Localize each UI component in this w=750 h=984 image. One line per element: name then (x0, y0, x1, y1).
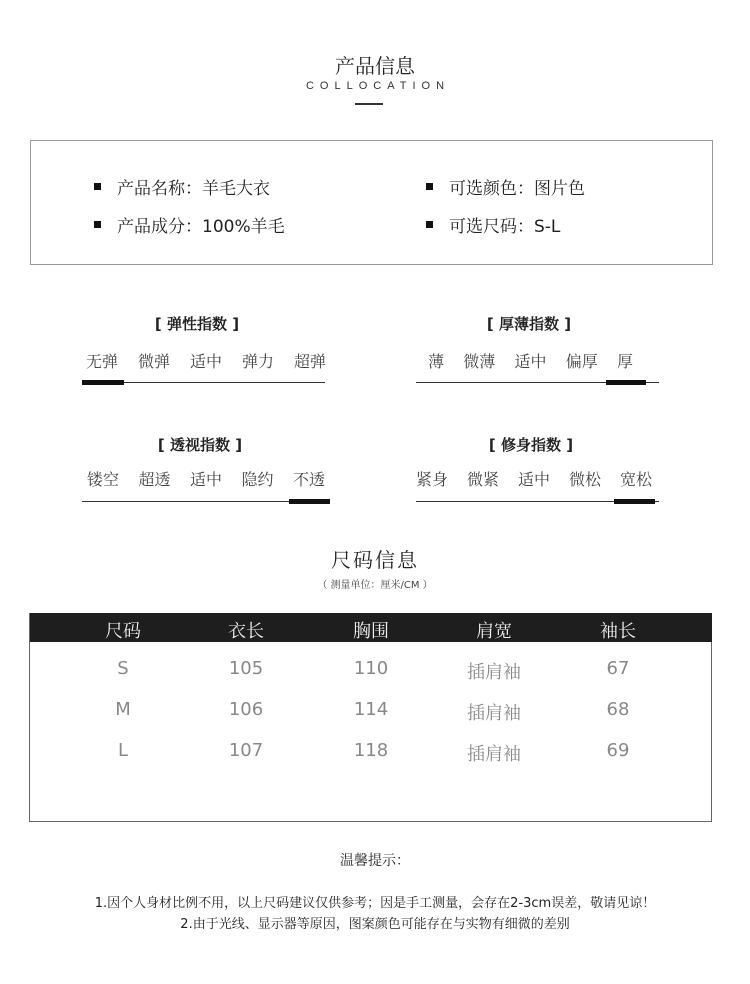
table-cell: 118 (353, 740, 389, 761)
page-title: 产品信息 (335, 54, 415, 78)
table-cell: 106 (228, 699, 264, 720)
table-cell: 67 (606, 658, 630, 679)
page-subtitle: COLLOCATION (305, 80, 451, 92)
elasticity-option: 微弹 (137, 352, 170, 371)
table-cell: 插肩袖 (467, 662, 521, 683)
fit-marker (614, 499, 655, 504)
elasticity-option: 适中 (189, 352, 222, 371)
product-size: 可选尺码：S-L (449, 217, 561, 237)
fit-title: [ 修身指数 ] (488, 436, 574, 454)
table-header-cell: 袖长 (600, 621, 636, 642)
thickness-title: [ 厚薄指数 ] (486, 315, 572, 333)
title-divider (355, 103, 383, 105)
table-cell: S (117, 658, 129, 679)
product-composition: 产品成分：100%羊毛 (117, 217, 285, 237)
product-name-item (94, 174, 270, 199)
fit-option: 宽松 (619, 470, 652, 489)
table-cell: 114 (353, 699, 389, 720)
fit-scale (416, 467, 652, 490)
thickness-option: 适中 (514, 352, 547, 371)
table-header-cell: 肩宽 (476, 621, 512, 642)
product-info-box (30, 140, 713, 265)
thickness-option: 偏厚 (565, 352, 598, 371)
table-cell: 插肩袖 (467, 703, 521, 724)
fit-option: 微紧 (466, 470, 499, 489)
elasticity-title: [ 弹性指数 ] (154, 315, 240, 333)
fit-option: 微松 (568, 470, 601, 489)
tip-line-1: 1.因个人身材比例不用，以上尺码建议仅供参考；因是手工测量，会存在2-3cm误差，敬请见谅！ (94, 896, 656, 911)
product-name: 产品名称：羊毛大衣 (117, 179, 270, 199)
table-cell: M (115, 699, 131, 720)
thickness-scale (428, 349, 633, 372)
transparency-option: 超透 (138, 470, 171, 489)
transparency-option: 隐约 (241, 470, 274, 489)
table-cell: 110 (353, 658, 389, 679)
elasticity-option: 弹力 (241, 352, 274, 371)
fit-option: 紧身 (416, 470, 449, 489)
transparency-option: 不透 (292, 470, 325, 489)
transparency-title: [ 透视指数 ] (157, 436, 243, 454)
product-color-item (426, 174, 585, 199)
size-section-title: 尺码信息 (331, 548, 419, 572)
table-cell: 107 (228, 740, 264, 761)
bullet-icon (426, 183, 433, 190)
bullet-icon (426, 221, 433, 228)
thickness-marker (606, 380, 646, 385)
product-color: 可选颜色：图片色 (449, 179, 585, 199)
transparency-marker (289, 499, 330, 504)
table-cell: 69 (606, 740, 630, 761)
table-header-cell: 衣长 (228, 621, 264, 642)
bullet-icon (94, 183, 101, 190)
elasticity-marker (82, 380, 124, 385)
table-cell: 105 (228, 658, 264, 679)
bullet-icon (94, 221, 101, 228)
size-unit-note: （ 测量单位：厘米/CM ） (317, 580, 433, 591)
thickness-option: 厚 (616, 352, 633, 371)
table-cell: L (117, 740, 129, 761)
table-cell: 插肩袖 (467, 744, 521, 765)
transparency-scale (87, 467, 325, 490)
table-header-cell: 胸围 (353, 621, 389, 642)
thickness-option: 微薄 (463, 352, 496, 371)
product-composition-item (94, 212, 285, 237)
fit-option: 适中 (517, 470, 550, 489)
product-size-item (426, 212, 560, 237)
tips-title: 温馨提示： (340, 853, 410, 869)
transparency-option: 适中 (189, 470, 222, 489)
thickness-option: 薄 (428, 352, 445, 371)
elasticity-scale (86, 349, 326, 372)
elasticity-option: 无弹 (86, 352, 119, 371)
table-cell: 68 (606, 699, 630, 720)
table-header-cell: 尺码 (105, 621, 141, 642)
tip-line-2: 2.由于光线、显示器等原因，图案颜色可能存在与实物有细微的差别 (180, 917, 570, 932)
elasticity-option: 超弹 (293, 352, 326, 371)
transparency-option: 镂空 (87, 470, 120, 489)
